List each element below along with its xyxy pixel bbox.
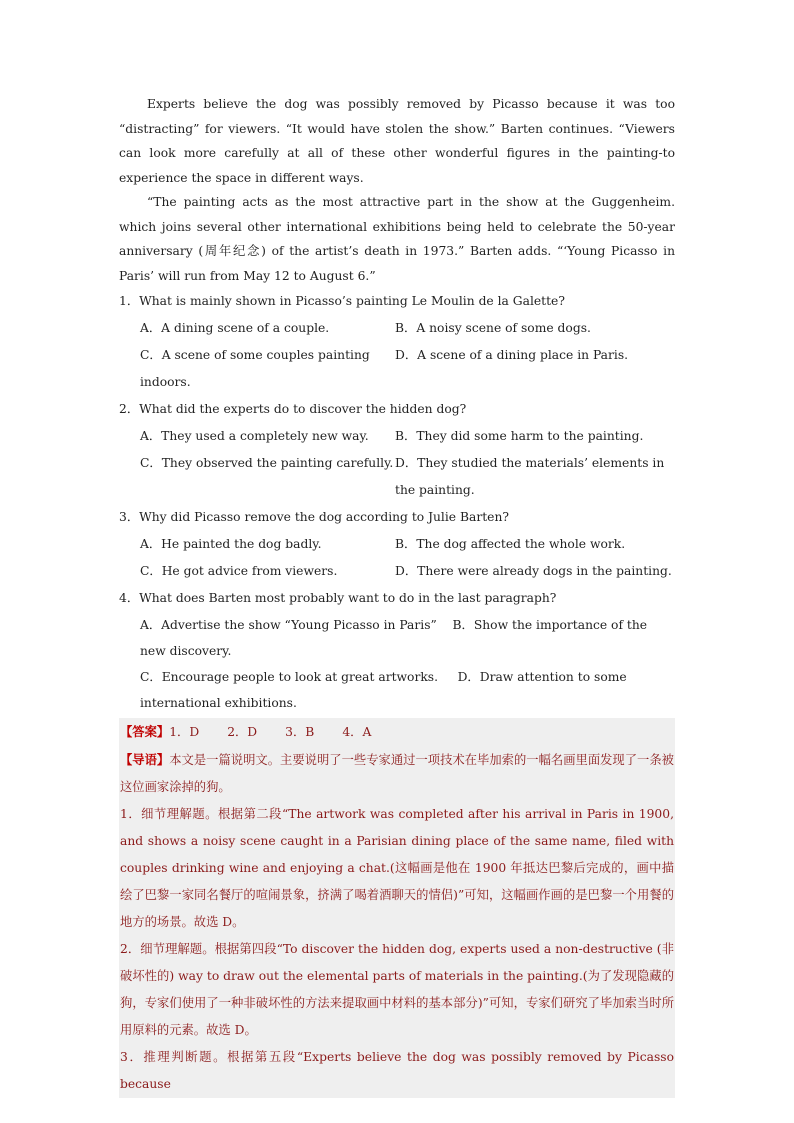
question-stem: 3．Why did Picasso remove the dog according to Julie Barten? <box>119 510 509 524</box>
option-a: A．He painted the dog badly. <box>140 537 322 551</box>
option-row-cd <box>119 664 675 716</box>
question-4 <box>119 585 675 716</box>
option-d: D．Draw attention to some international exhibitions. <box>140 670 627 710</box>
explanation-1: 1．细节理解题。根据第二段“The artwork was completed after his arrival in Paris in 1900, and shows a noisy scene caught in a Parisian dining place of the same name, filed with couples drinking wine and enjoying a chat.(这幅画是他在 1900 年抵达巴黎后完成的，画中描绘了巴黎一家同名餐厅的喧闹景象，挤满了喝着酒聊天的情侣)”可知，这幅画作画的是巴黎一个用餐的地方的场景。故选 D。 <box>120 807 674 929</box>
option-d: D．A scene of a dining place in Paris. <box>395 348 629 362</box>
answer-1: 1．D <box>169 725 200 739</box>
question-stem: 1．What is mainly shown in Picasso’s painting Le Moulin de la Galette? <box>119 294 565 308</box>
question-stem: 4．What does Barten most probably want to do in the last paragraph? <box>119 591 557 605</box>
guide-text: 本文是一篇说明文。主要说明了一些专家通过一项技术在毕加索的一幅名画里面发现了一条被这位画家涂掉的狗。 <box>120 753 674 794</box>
guide-paragraph <box>120 746 674 801</box>
option-c: C．Encourage people to look at great artworks. <box>140 670 438 684</box>
option-b: B．A noisy scene of some dogs. <box>395 321 591 335</box>
option-b: B．They did some harm to the painting. <box>395 429 644 443</box>
option-b: B．The dog affected the whole work. <box>395 537 626 551</box>
answer-4: 4．A <box>342 725 372 739</box>
option-c: C．He got advice from viewers. <box>140 564 338 578</box>
question-1 <box>119 288 675 396</box>
passage-paragraph-5: Experts believe the dog was possibly removed by Picasso because it was too “distracting” for viewers. “It would have stolen the show.” Barten continues. “Viewers can look more carefully at all of these other wonderful figures in the painting-to experience the space in different ways. <box>119 97 675 185</box>
passage-paragraph-6: “The painting acts as the most attractive part in the show at the Guggenheim. which joins several other international exhibitions being held to celebrate the 50-year anniversary (周年纪念) of the artist’s death in 1973.” Barten adds. “‘Young Picasso in Paris’ will run from May 12 to August 6.” <box>119 195 675 283</box>
explanation-2: 2．细节理解题。根据第四段“To discover the hidden dog, experts used a non-destructive (非破坏性的) way to draw out the elemental parts of materials in the painting.(为了发现隐藏的狗，专家们使用了一种非破坏性的方法来提取画中材料的基本部分)”可知，专家们研究了毕加索当时所用原料的元素。故选 D。 <box>120 942 674 1037</box>
explanation-3: 3．推理判断题。根据第五段“Experts believe the dog was possibly removed by Picasso because <box>120 1050 674 1091</box>
question-stem: 2．What did the experts do to discover the hidden dog? <box>119 402 467 416</box>
option-d: D．There were already dogs in the painting. <box>395 564 672 578</box>
answer-2: 2．D <box>227 725 258 739</box>
option-a: A．They used a completely new way. <box>140 429 369 443</box>
option-c: C．A scene of some couples painting indoors. <box>140 348 370 389</box>
question-2 <box>119 396 675 504</box>
answer-section <box>119 718 675 1098</box>
answer-3: 3．B <box>285 725 315 739</box>
guide-tag: 【导语】 <box>120 752 170 767</box>
option-row-ab <box>119 612 675 664</box>
option-d: D．They studied the materials’ elements in the painting. <box>395 456 665 497</box>
document-page <box>119 92 675 1098</box>
option-a: A．A dining scene of a couple. <box>140 321 330 335</box>
answer-key <box>120 718 674 746</box>
answer-tag: 【答案】 <box>120 724 170 739</box>
option-c: C．They observed the painting carefully. <box>140 456 394 470</box>
option-a: A．Advertise the show “Young Picasso in Paris” <box>140 618 437 632</box>
option-b: B．Show the importance of the new discovery. <box>140 618 648 658</box>
question-3 <box>119 504 675 585</box>
